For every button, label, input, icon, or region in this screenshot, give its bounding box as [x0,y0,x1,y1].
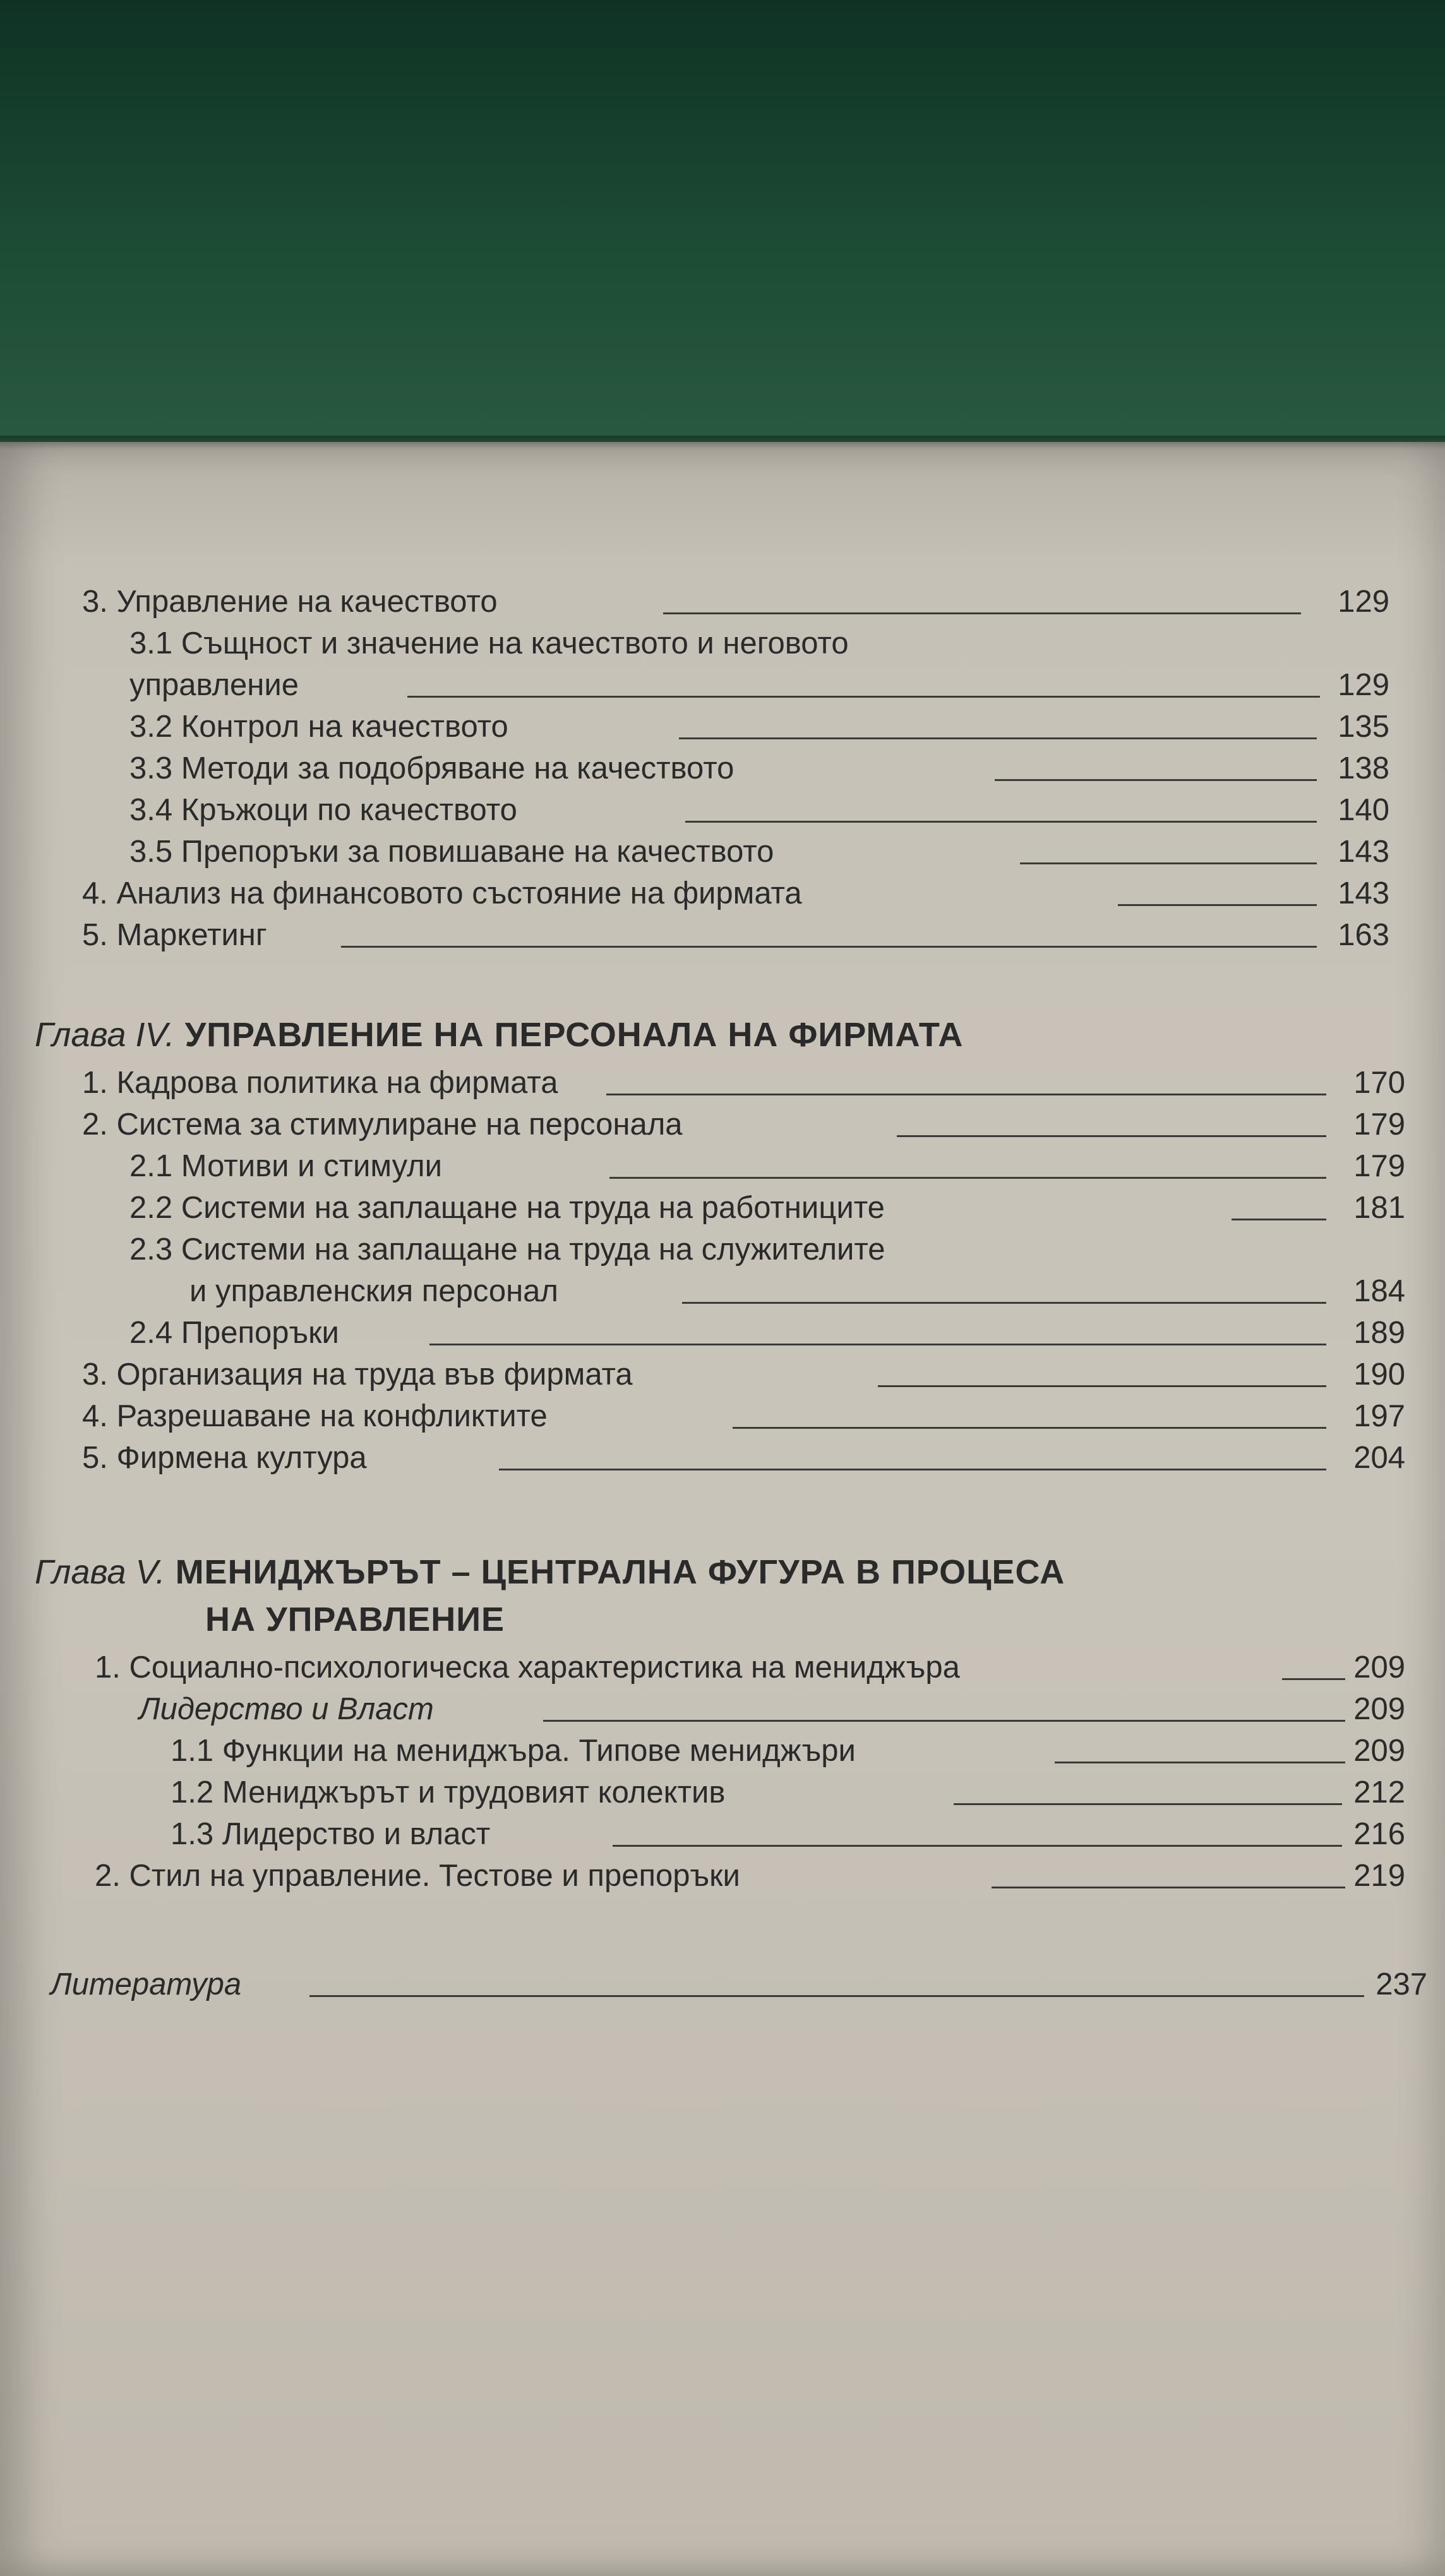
toc-leader [954,1803,1342,1805]
toc-leader [733,1427,1326,1429]
toc-page-number: 181 [1353,1191,1405,1225]
toc-page-number: 129 [1338,668,1389,702]
toc-entry [82,1395,1405,1437]
toc-page-number: 209 [1353,1734,1405,1768]
toc-entry [139,1688,1405,1730]
toc-leader [309,1995,1364,1997]
toc-leader [606,1094,1326,1095]
toc-page-number: 209 [1353,1650,1405,1685]
toc-entry-text: 1. Кадрова политика на фирмата [82,1066,558,1100]
toc-entry [82,1437,1405,1479]
toc-entry-text: 5. Маркетинг [82,918,267,952]
toc-leader [685,821,1317,823]
toc-entry [82,1354,1405,1395]
toc-entry [82,873,1389,914]
toc-entry-text: Литература [51,1967,242,2001]
toc-leader [1055,1762,1345,1763]
toc-page-number: 140 [1338,793,1389,827]
toc-page-number: 163 [1338,918,1389,952]
toc-entry [171,1730,1405,1772]
toc-leader [995,779,1317,781]
toc-entry [95,1855,1405,1897]
chapter-title-line-2: НА УПРАВЛЕНИЕ [205,1601,505,1638]
toc-entry [129,831,1389,873]
toc-entry-text: 1.3 Лидерство и власт [171,1817,491,1851]
toc-entry-text: 3.3 Методи за подобряване на качеството [129,751,734,785]
toc-entry [82,914,1389,956]
toc-leader [679,737,1317,739]
toc-entry [129,1229,1405,1270]
toc-page-number: 216 [1353,1817,1405,1851]
toc-page-number: 237 [1376,1967,1427,2001]
toc-entry-text: и управленския персонал [189,1274,559,1308]
chapter-heading-continued [205,1597,505,1642]
toc-entry-text: 3. Управление на качеството [82,585,498,619]
toc-leader [407,696,1320,698]
toc-entry [129,1187,1405,1229]
toc-leader [1232,1219,1326,1220]
toc-page-number: 135 [1338,710,1389,744]
toc-leader [341,946,1317,948]
chapter-heading [35,1550,1065,1594]
toc-leader [1118,904,1317,906]
toc-entry-text: 3.5 Препоръки за повишаване на качеството [129,835,774,869]
toc-page-number: 129 [1338,585,1389,619]
toc-page-number: 212 [1353,1775,1405,1810]
toc-entry-text: 3.1 Същност и значение на качеството и неговото [129,626,849,660]
chapter-title: УПРАВЛЕНИЕ НА ПЕРСОНАЛА НА ФИРМАТА [184,1016,964,1054]
toc-leader [663,612,1301,614]
toc-page-number: 197 [1353,1399,1405,1433]
page-edge-shadow [0,436,1445,450]
toc-entry [129,1145,1405,1187]
toc-entry [129,623,1389,664]
chapter-heading [35,1013,963,1057]
toc-page-number: 219 [1353,1859,1405,1893]
toc-entry-text: 2.3 Системи на заплащане на труда на служителите [129,1232,885,1267]
toc-leader [878,1385,1326,1387]
toc-entry-text: 2.4 Препоръки [129,1316,339,1350]
toc-leader [682,1302,1326,1304]
toc-page-number: 209 [1353,1692,1405,1726]
chapter-title-line-1: МЕНИДЖЪРЪТ – ЦЕНТРАЛНА ФУГУРА В ПРОЦЕСА [175,1553,1065,1591]
toc-entry [129,789,1389,831]
toc-page-number: 143 [1338,876,1389,910]
toc-page-number: 190 [1353,1357,1405,1392]
toc-entry-text: 2. Стил на управление. Тестове и препоръки [95,1859,740,1893]
toc-entry [171,1813,1405,1855]
toc-entry-text: 4. Анализ на финансовото състояние на фирмата [82,876,802,910]
toc-leader [543,1720,1345,1722]
toc-leader [609,1177,1326,1179]
toc-entry-text: 2. Система за стимулиране на персонала [82,1107,683,1142]
toc-leader [429,1344,1326,1345]
toc-page-number: 184 [1353,1274,1405,1308]
toc-page-number: 189 [1353,1316,1405,1350]
toc-entry [95,1647,1405,1688]
toc-page-number: 170 [1353,1066,1405,1100]
toc-page-number: 179 [1353,1107,1405,1142]
chapter-prefix: Глава IV. [35,1016,175,1054]
toc-page-number: 143 [1338,835,1389,869]
toc-entry [189,1270,1405,1312]
toc-page-number: 179 [1353,1149,1405,1183]
toc-entry-text: 2.1 Мотиви и стимули [129,1149,443,1183]
green-background [0,0,1445,455]
toc-entry-text: 1.2 Мениджърът и трудовият колектив [171,1775,726,1810]
toc-entry-text: 3.4 Кръжоци по качеството [129,793,517,827]
toc-page-number: 138 [1338,751,1389,785]
toc-entry [129,706,1389,748]
toc-entry-text: управление [129,668,299,702]
toc-entry-text: 3.2 Контрол на качеството [129,710,508,744]
toc-entry [82,1104,1405,1145]
toc-entry-text: 4. Разрешаване на конфликтите [82,1399,548,1433]
toc-leader [1282,1678,1345,1680]
toc-entry [82,581,1389,623]
toc-entry-text: 1. Социално-психологическа характеристика на мениджъра [95,1650,960,1685]
toc-page-number: 204 [1353,1441,1405,1475]
toc-leader [613,1845,1342,1847]
toc-leader [1020,862,1317,864]
toc-entry [82,1062,1405,1104]
toc-entry [129,748,1389,789]
toc-entry-text: Лидерство и Власт [139,1692,434,1726]
toc-entry-text: 3. Организация на труда във фирмата [82,1357,633,1392]
toc-entry-text: 1.1 Функции на мениджъра. Типове мениджъри [171,1734,856,1768]
toc-entry [129,664,1389,706]
toc-entry [171,1772,1405,1813]
toc-entry [129,1312,1405,1354]
toc-entry-literature [51,1964,1427,2005]
chapter-prefix: Глава V. [35,1553,165,1591]
toc-leader [992,1887,1345,1888]
toc-leader [499,1469,1326,1470]
toc-entry-text: 2.2 Системи на заплащане на труда на работниците [129,1191,885,1225]
toc-entry-text: 5. Фирмена култура [82,1441,367,1475]
toc-leader [897,1135,1326,1137]
